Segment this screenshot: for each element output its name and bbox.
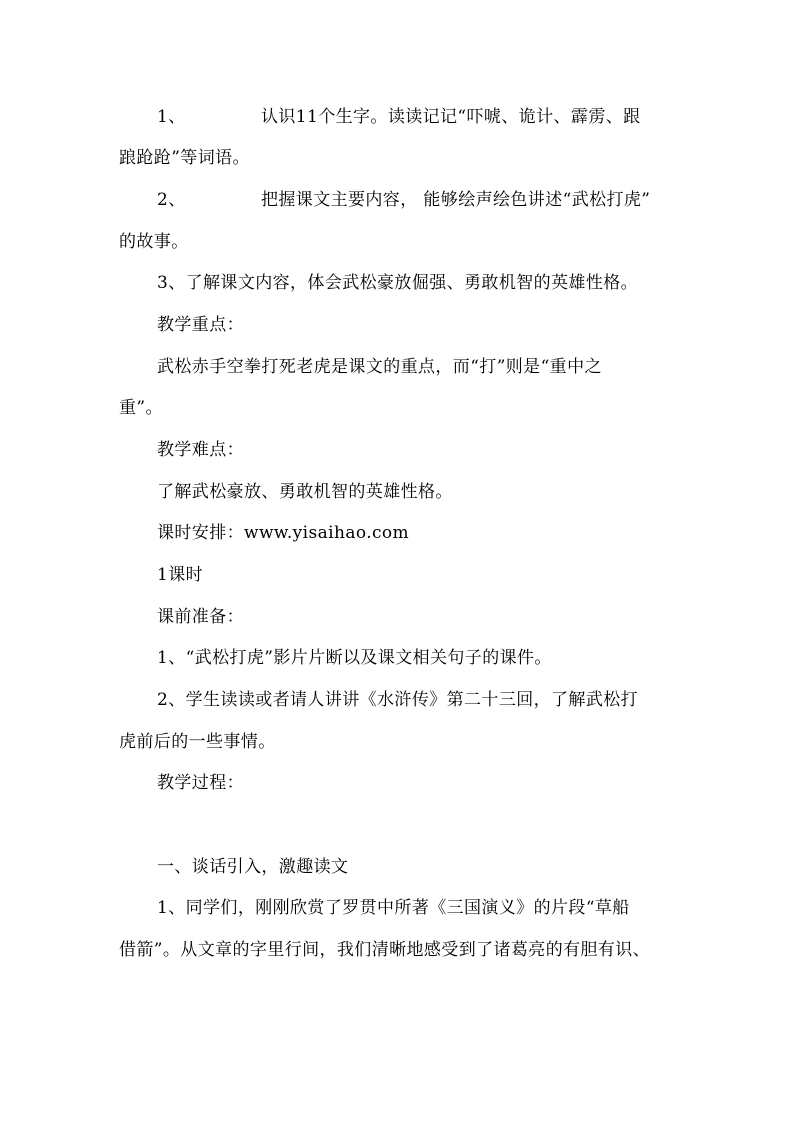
- objective-2-line-1: [119, 180, 717, 220]
- teaching-focus-line-1: 武松赤手空拳打死老虎是课文的重点，而“打”则是“重中之: [157, 357, 602, 377]
- section-one-paragraph-line-1: 1、同学们，刚刚欣赏了罗贯中所著《三国演义》的片段“草船: [157, 898, 630, 918]
- schedule-content: 1课时: [157, 565, 204, 585]
- paragraph-text: 认识11个生字。读读记记“吓唬、诡计、霹雳、跟: [261, 107, 641, 127]
- objective-1-line-2: 踉跄跄”等词语。: [119, 148, 250, 168]
- teaching-difficulty-heading: 教学难点：: [157, 440, 244, 460]
- teaching-focus-heading: 教学重点：: [157, 315, 244, 335]
- teaching-process-heading: 教学过程：: [157, 773, 244, 793]
- objective-2-line-2: 的故事。: [119, 232, 189, 252]
- preparation-item-2-line-1: 2、学生读读或者请人讲讲《水浒传》第二十三回，了解武松打: [157, 690, 639, 710]
- preparation-heading: 课前准备：: [157, 607, 244, 627]
- list-number: 1、: [157, 107, 186, 127]
- objective-1-line-1: [119, 97, 717, 137]
- objective-3: 3、了解课文内容，体会武松豪放倔强、勇敢机智的英雄性格。: [157, 273, 639, 293]
- schedule-heading: 课时安排：www.yisaihao.com: [157, 523, 410, 543]
- teaching-focus-line-2: 重”。: [119, 398, 163, 418]
- preparation-item-2-line-2: 虎前后的一些事情。: [119, 732, 276, 752]
- section-one-paragraph-line-2: 借箭”。从文章的字里行间，我们清晰地感受到了诸葛亮的有胆有识、: [119, 940, 651, 960]
- section-one-heading: 一、谈话引入，激趣读文: [157, 857, 349, 877]
- preparation-item-1: 1、“武松打虎”影片片断以及课文相关句子的课件。: [157, 648, 552, 668]
- list-number: 2、: [157, 190, 186, 210]
- teaching-difficulty-content: 了解武松豪放、勇敢机智的英雄性格。: [157, 482, 453, 502]
- paragraph-text: 把握课文主要内容， 能够绘声绘色讲述“武松打虎”: [261, 190, 651, 210]
